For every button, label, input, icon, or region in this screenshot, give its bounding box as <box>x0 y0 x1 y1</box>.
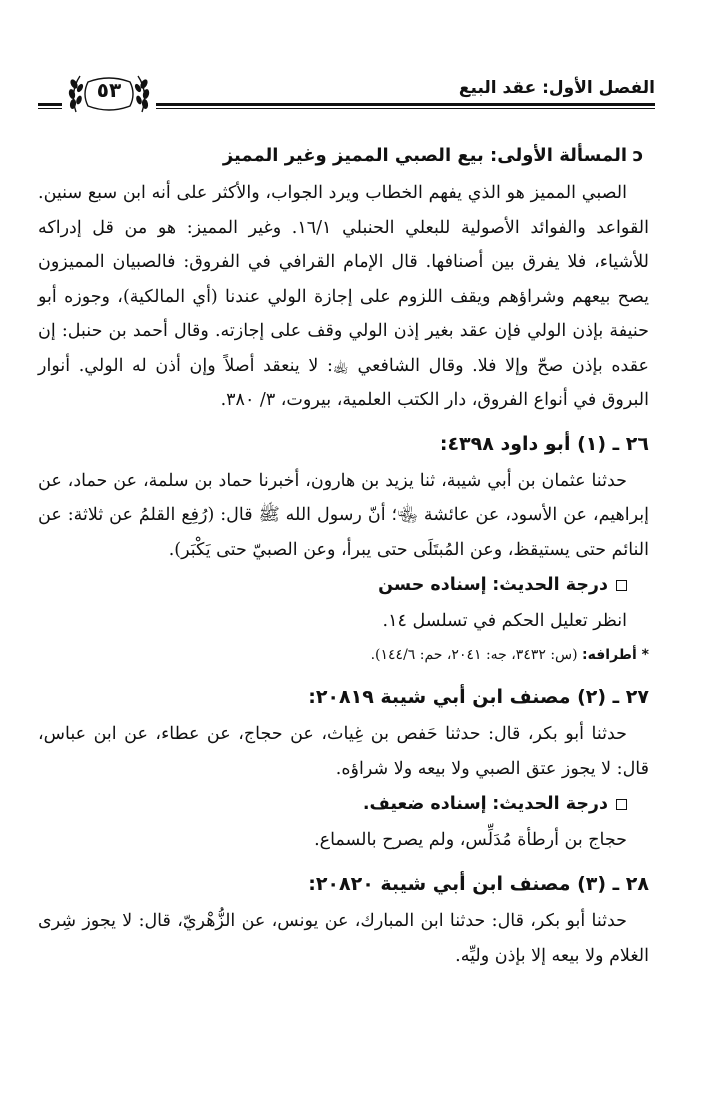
grade-label: درجة الحديث: <box>492 794 608 814</box>
header-rule-thin <box>156 108 655 109</box>
header-rule-left-thin <box>38 108 62 109</box>
intro-line: الفروق، دار الكتب العلمية، بيروت، ٣/ ٣٨٠. <box>220 390 529 410</box>
chapter-title: الفصل الأول: عقد البيع <box>458 78 655 98</box>
hadith-line: حدثنا عثمان بن أبي شيبة، ثنا يزيد بن هارون، أخبرنا حماد بن سلمة، <box>142 470 627 491</box>
square-bullet-icon <box>616 799 627 810</box>
page-number: ٥٣ <box>96 78 122 102</box>
intro-line: الولي وقف على إجازته. وقال أحمد بن حنبل: إن عقده بإذن صحّ وإلا فلا. <box>38 321 649 376</box>
square-bullet-icon <box>616 580 627 591</box>
hadith-heading: ٢٧ ـ (٢) مصنف ابن أبي شيبة ٢٠٨١٩: <box>308 686 649 708</box>
issue-bullet-icon: ↄ <box>632 145 644 166</box>
header-rule-left <box>38 103 62 106</box>
intro-line: الصبي المميز هو الذي يفهم الخطاب ويرد الجواب، والأكثر على أنه <box>151 183 627 203</box>
intro-line: الولي عندنا (أي المالكية)، وجوزه أبو حنيفة بإذن الولي فإن عقد بغير إذن <box>38 286 649 341</box>
intro-line: ابن سبع سنين. القواعد والفوائد الأصولية للبعلي الحنبلي ١٦/١. وغير <box>38 183 649 238</box>
hadith-line: عن حماد، عن إبراهيم، عن الأسود، عن عائشة ﵄؛ أنّ رسول الله ﷺ <box>38 470 649 525</box>
hadith-heading: ٢٨ ـ (٣) مصنف ابن أبي شيبة ٢٠٨٢٠: <box>308 873 649 895</box>
issue-heading <box>38 136 649 176</box>
intro-line: المميز: هو من قل إدراكه للأشياء، فلا يفرق بين أصنافها. قال الإمام القرافي <box>38 217 649 272</box>
intro-line: وقال الشافعي ﵀: لا ينعقد أصلاً وإن أذن له الولي. أنوار البروق في أنواع <box>38 355 649 410</box>
hadith-text <box>38 904 649 973</box>
issue-title: المسألة الأولى: بيع الصبي المميز وغير المميز <box>222 145 627 166</box>
hadith-line: قال: لا يجوز شِرى الغلام ولا بيعه إلا بإذن وليِّه. <box>38 911 649 966</box>
hadith-atraf <box>38 639 649 671</box>
hadith-note: حجاج بن أرطأة مُدَلِّس، ولم يصرح بالسماع. <box>314 830 627 850</box>
hadith-heading: ٢٦ ـ (١) أبو داود ٤٣٩٨: <box>439 432 649 455</box>
grade-value: إسناده حسن <box>378 575 487 595</box>
atraf-value: (س: ٣٤٣٢، جه: ٢٠٤١، حم: ١٤٤/٦). <box>370 647 578 663</box>
intro-line: في الفروق: فالصبيان المميزون يصح بيعهم وشراؤهم ويقف اللزوم على إجازة <box>38 252 649 307</box>
hadith-grade <box>38 567 649 603</box>
grade-value: إسناده ضعيف. <box>362 794 487 814</box>
hadith-text <box>38 464 649 568</box>
hadith-note: انظر تعليل الحكم في تسلسل ١٤. <box>382 611 627 631</box>
hadith-line: حدثنا أبو بكر، قال: حدثنا حَفص بن غِياث، عن حجاج، عن عطاء، <box>155 724 627 744</box>
intro-paragraph <box>38 176 649 418</box>
hadith-line: عن ابن عباس، قال: لا يجوز عتق الصبي ولا بيعه ولا شراؤه. <box>38 724 649 779</box>
page-header <box>38 72 655 116</box>
hadith-line: قال: (رُفِع القلمُ عن ثلاثة: عن النائم حتى يستيقظ، وعن المُبتَلَى حتى يبرأ، <box>38 505 649 560</box>
page-content <box>38 136 649 973</box>
hadith-line: وعن الصبيّ حتى يَكْبَر). <box>168 539 336 560</box>
hadith-grade <box>38 786 649 822</box>
atraf-label: * أطرافه: <box>582 647 649 663</box>
header-rule <box>156 103 655 106</box>
grade-label: درجة الحديث: <box>492 575 608 595</box>
hadith-text <box>38 717 649 786</box>
hadith-line: حدثنا أبو بكر، قال: حدثنا ابن المبارك، عن يونس، عن الزُّهْريّ، <box>177 911 627 931</box>
